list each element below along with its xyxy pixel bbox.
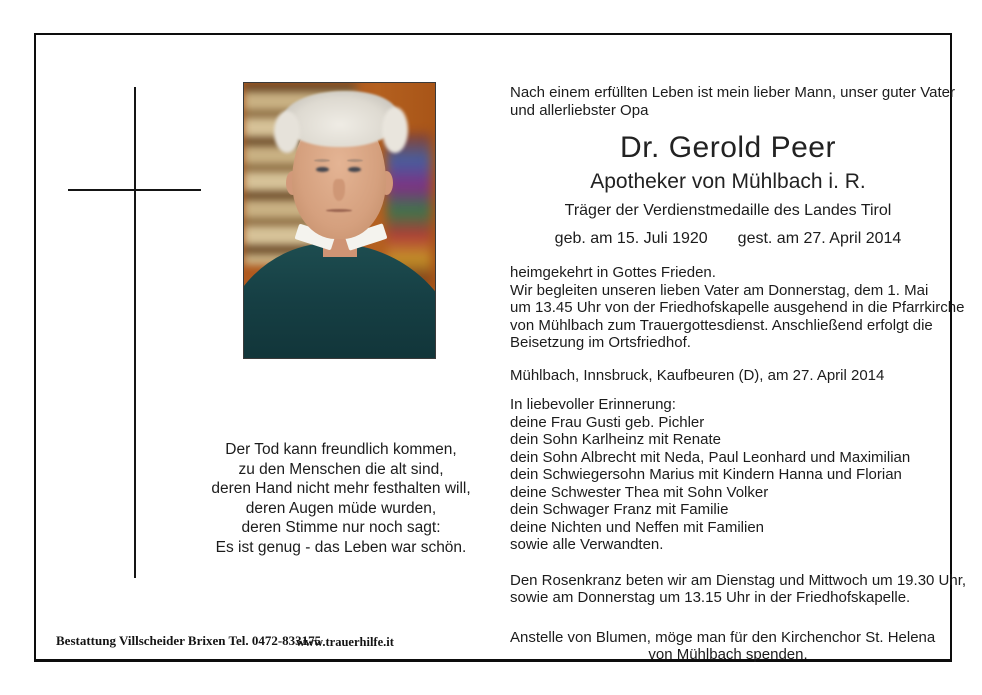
mourner-line: deine Nichten und Neffen mit Familien	[510, 518, 765, 536]
portrait-photo	[243, 82, 436, 359]
cross-horizontal-bar	[68, 189, 201, 191]
intro-line: Nach einem erfüllten Leben ist mein lieber Mann, unser guter Vater	[510, 84, 955, 101]
poem-line: deren Stimme nur noch sagt:	[241, 519, 441, 536]
funeral-line: von Mühlbach zum Trauergottesdienst. Anschließend erfolgt die	[510, 316, 933, 334]
portrait-eye-left	[316, 167, 329, 172]
funeral-line: um 13.45 Uhr von der Friedhofskapelle ausgehend in die Pfarrkirche	[510, 299, 965, 316]
intro-line: und allerliebster Opa	[510, 101, 649, 119]
website-text: www.trauerhilfe.it	[296, 635, 394, 649]
mourner-line: dein Sohn Karlheinz mit Renate	[510, 431, 721, 448]
funeral-line: Wir begleiten unseren lieben Vater am Donnerstag, dem 1. Mai	[510, 281, 929, 299]
poem-line: Der Tod kann freundlich kommen,	[225, 441, 457, 458]
rosary-line: sowie am Donnerstag um 13.15 Uhr in der Friedhofskapelle.	[510, 589, 911, 606]
portrait-eye-right	[348, 167, 361, 172]
funeral-line: Beisetzung im Ortsfriedhof.	[510, 334, 691, 351]
poem-line: deren Hand nicht mehr festhalten will,	[211, 480, 471, 497]
portrait-hair-tuft-right	[382, 107, 408, 153]
rosary-line: Den Rosenkranz beten wir am Dienstag und Mittwoch um 19.30 Uhr,	[510, 571, 967, 589]
portrait-hair	[282, 91, 398, 147]
death-date: gest. am 27. April 2014	[737, 230, 902, 247]
cross-vertical-bar	[134, 87, 136, 578]
mourner-line: sowie alle Verwandten.	[510, 536, 664, 553]
passing-line: heimgekehrt in Gottes Frieden.	[510, 264, 716, 281]
mourner-line: dein Schwager Franz mit Familie	[510, 501, 729, 518]
remembrance-heading: In liebevoller Erinnerung:	[510, 396, 676, 413]
mourner-line: deine Schwester Thea mit Sohn Volker	[510, 483, 769, 501]
portrait-mouth	[326, 209, 352, 212]
deceased-profession: Apotheker von Mühlbach i. R.	[590, 170, 866, 193]
portrait-eyebrow-right	[347, 159, 363, 162]
life-dates	[510, 228, 946, 249]
deceased-honor: Träger der Verdienstmedaille des Landes Tirol	[564, 202, 892, 219]
memorial-poem	[181, 440, 501, 557]
places-date-line: Mühlbach, Innsbruck, Kaufbeuren (D), am 27. April 2014	[510, 366, 885, 384]
portrait-hair-tuft-left	[274, 111, 300, 153]
portrait-nose	[333, 179, 345, 201]
poem-line: deren Augen müde wurden,	[245, 499, 437, 517]
deceased-name: Dr. Gerold Peer	[620, 131, 836, 164]
donation-line: von Mühlbach spenden.	[648, 646, 808, 663]
birth-date: geb. am 15. Juli 1920	[554, 230, 708, 247]
poem-line: Es ist genug - das Leben war schön.	[215, 538, 467, 556]
donation-line: Anstelle von Blumen, möge man für den Kirchenchor St. Helena	[510, 628, 936, 646]
mourner-line: deine Frau Gusti geb. Pichler	[510, 413, 705, 431]
funeral-home-info: Bestattung Villscheider Brixen Tel. 0472-833175	[56, 633, 322, 648]
poem-line: zu den Menschen die alt sind,	[238, 460, 444, 478]
mourner-line: dein Schwiegersohn Marius mit Kindern Hanna und Florian	[510, 466, 902, 483]
portrait-eyebrow-left	[314, 159, 330, 162]
mourner-line: dein Sohn Albrecht mit Neda, Paul Leonhard und Maximilian	[510, 448, 911, 466]
announcement-column	[510, 84, 967, 664]
